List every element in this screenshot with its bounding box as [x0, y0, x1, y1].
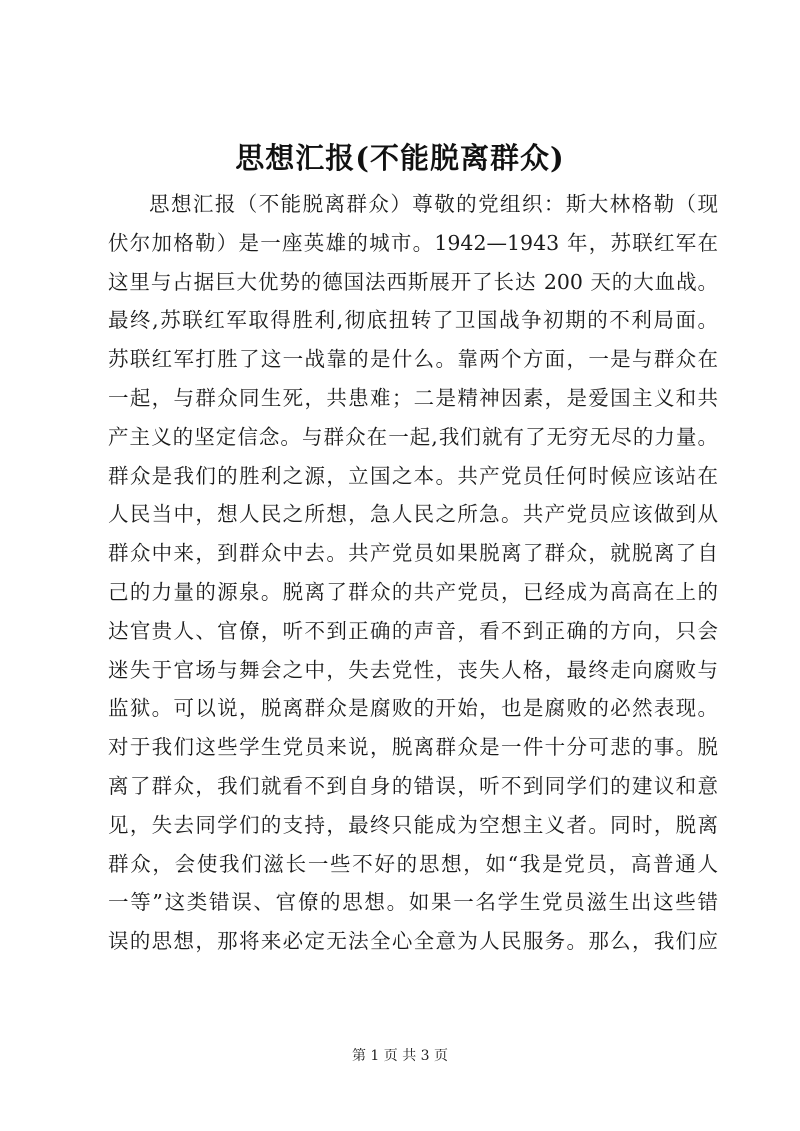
paragraph-line: 最终,苏联红军取得胜利,彻底扭转了卫国战争初期的不利局面。 [108, 308, 718, 333]
paragraph-line: 一等”这类错误、官僚的思想。如果一名学生党员滋生出这些错 [108, 890, 718, 915]
paragraph-line: 产主义的坚定信念。与群众在一起,我们就有了无穷无尽的力量。 [108, 424, 718, 449]
paragraph-line: 离了群众，我们就看不到自身的错误，听不到同学们的建议和意 [108, 773, 718, 798]
document-body [108, 185, 718, 961]
paragraph-line: 群众中来，到群众中去。共产党员如果脱离了群众，就脱离了自 [108, 541, 718, 566]
paragraph-line: 己的力量的源泉。脱离了群众的共产党员，已经成为高高在上的 [108, 579, 718, 604]
paragraph-line: 误的思想，那将来必定无法全心全意为人民服务。那么，我们应 [108, 929, 718, 954]
paragraph-line: 一起，与群众同生死，共患难；二是精神因素，是爱国主义和共 [108, 385, 718, 410]
paragraph-line: 伏尔加格勒）是一座英雄的城市。1942—1943 年，苏联红军在 [108, 230, 718, 255]
paragraph-line: 群众是我们的胜利之源，立国之本。共产党员任何时候应该站在 [108, 463, 718, 488]
paragraph-line: 人民当中，想人民之所想，急人民之所急。共产党员应该做到从 [108, 502, 718, 527]
paragraph-line: 迷失于官场与舞会之中，失去党性，丧失人格，最终走向腐败与 [108, 657, 718, 682]
page-footer: 第 1 页 共 3 页 [351, 1048, 449, 1064]
paragraph-line: 监狱。可以说，脱离群众是腐败的开始，也是腐败的必然表现。 [108, 696, 718, 721]
paragraph-line: 对于我们这些学生党员来说，脱离群众是一件十分可悲的事。脱 [108, 735, 718, 760]
paragraph-line: 这里与占据巨大优势的德国法西斯展开了长达 200 天的大血战。 [108, 269, 718, 294]
document-title: 思想汇报(不能脱离群众) [235, 141, 565, 175]
paragraph-line: 见，失去同学们的支持，最终只能成为空想主义者。同时，脱离 [108, 812, 718, 837]
paragraph-line: 群众，会使我们滋长一些不好的思想，如“我是党员，高普通人 [108, 851, 718, 876]
paragraph-line: 达官贵人、官僚，听不到正确的声音，看不到正确的方向，只会 [108, 618, 718, 643]
paragraph-line: 苏联红军打胜了这一战靠的是什么。靠两个方面，一是与群众在 [108, 347, 718, 372]
paragraph-line: 思想汇报（不能脱离群众）尊敬的党组织：斯大林格勒（现 [149, 192, 718, 216]
